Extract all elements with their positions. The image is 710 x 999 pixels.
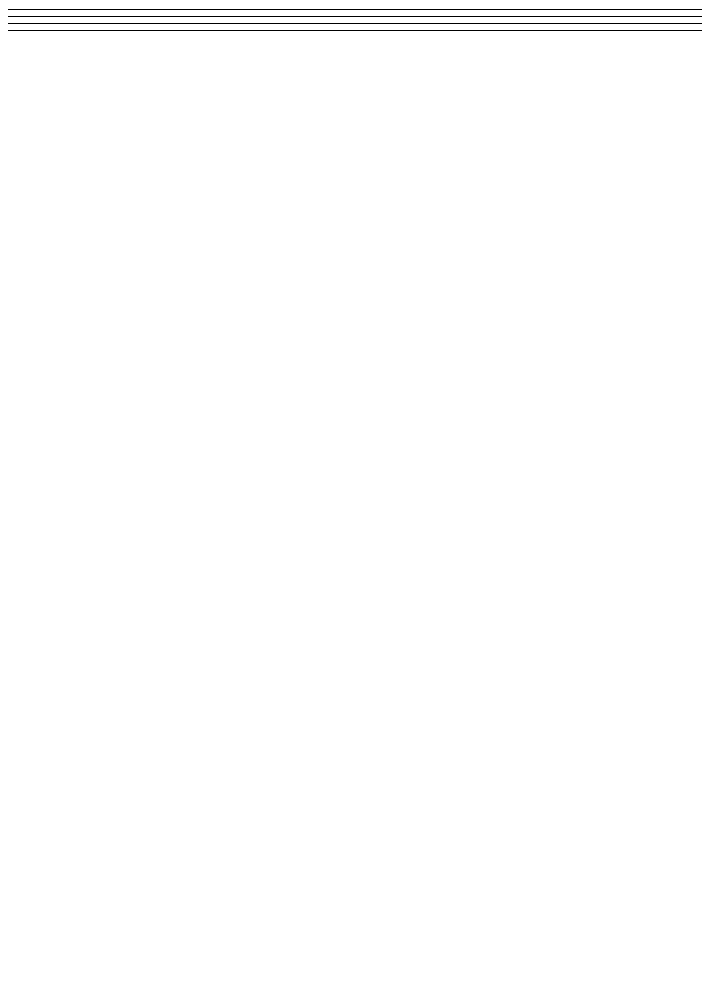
article-paragraph-5: [8, 34, 702, 37]
article-paragraph-4: [8, 27, 702, 31]
article-paragraph-3: [8, 20, 702, 24]
article-paragraph-2: [8, 13, 702, 17]
article-paragraph-1: [8, 6, 702, 10]
